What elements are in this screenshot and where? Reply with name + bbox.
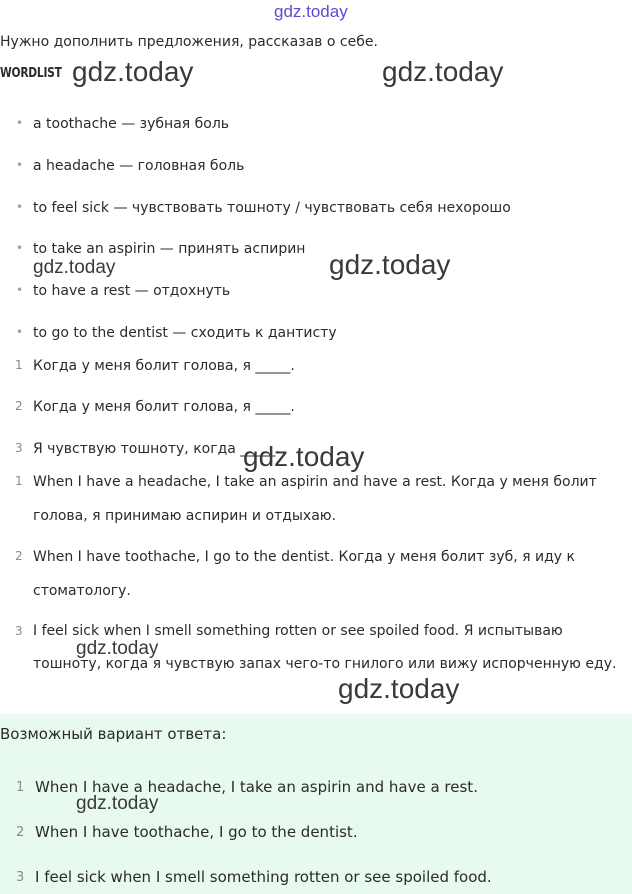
bullet-icon: • bbox=[16, 200, 24, 214]
item-number: 1 bbox=[16, 780, 25, 795]
wordlist-entry: a toothache — зубная боль bbox=[33, 116, 230, 132]
item-number: 2 bbox=[15, 399, 23, 413]
bullet-icon: • bbox=[16, 325, 24, 339]
wordlist-entry: to go to the dentist — сходить к дантисту bbox=[33, 325, 337, 341]
watermark-top: gdz.today bbox=[274, 2, 348, 21]
watermark: gdz.today bbox=[33, 257, 116, 278]
watermark: gdz.today bbox=[76, 793, 159, 814]
answer-text: I feel sick when I smell something rotten or see spoiled food. bbox=[35, 868, 492, 886]
answer-text: When I have toothache, I go to the dentist. bbox=[35, 823, 358, 841]
item-number: 3 bbox=[15, 441, 23, 455]
prompt-text: Когда у меня болит голова, я _____. bbox=[33, 399, 295, 415]
wordlist-label: WORDLIST bbox=[0, 66, 62, 81]
bullet-icon: • bbox=[16, 158, 24, 172]
item-number: 2 bbox=[15, 549, 23, 563]
watermark: gdz.today bbox=[338, 673, 460, 704]
answer-text: When I have a headache, I take an aspirin and have a rest. bbox=[35, 778, 478, 796]
bullet-icon: • bbox=[16, 116, 24, 130]
example-text: When I have a headache, I take an aspirin and have a rest. Когда у меня болит голова, я принимаю аспирин и отдыхаю. bbox=[33, 474, 597, 524]
watermark: gdz.today bbox=[329, 249, 451, 280]
wordlist-entry: to feel sick — чувствовать тошноту / чувствовать себя нехорошо bbox=[33, 200, 511, 216]
item-number: 2 bbox=[16, 825, 25, 840]
watermark: gdz.today bbox=[72, 56, 194, 87]
prompt-text: Я чувствую тошноту, когда _____. bbox=[33, 441, 280, 457]
bullet-icon: • bbox=[16, 283, 24, 297]
wordlist-entry: to have a rest — отдохнуть bbox=[33, 283, 231, 299]
intro-text: Нужно дополнить предложения, рассказав о себе. bbox=[0, 34, 378, 50]
item-number: 3 bbox=[16, 870, 25, 885]
prompt-text: Когда у меня болит голова, я _____. bbox=[33, 358, 295, 374]
answer-title: Возможный вариант ответа: bbox=[0, 725, 227, 743]
example-text: I feel sick when I smell something rotten or see spoiled food. Я испытываю тошноту, когда я чувствую запах чего-то гнилого или вижу испорченную еду. bbox=[33, 623, 617, 672]
item-number: 1 bbox=[15, 358, 23, 372]
watermark: gdz.today bbox=[382, 56, 504, 87]
bullet-icon: • bbox=[16, 241, 24, 255]
example-text: When I have toothache, I go to the dentist. Когда у меня болит зуб, я иду к стоматологу. bbox=[33, 549, 575, 599]
watermark: gdz.today bbox=[76, 638, 159, 659]
item-number: 3 bbox=[15, 624, 23, 638]
item-number: 1 bbox=[15, 474, 23, 488]
wordlist-entry: to take an aspirin — принять аспирин bbox=[33, 241, 306, 257]
wordlist-entry: a headache — головная боль bbox=[33, 158, 245, 174]
watermark: gdz.today bbox=[243, 441, 365, 472]
